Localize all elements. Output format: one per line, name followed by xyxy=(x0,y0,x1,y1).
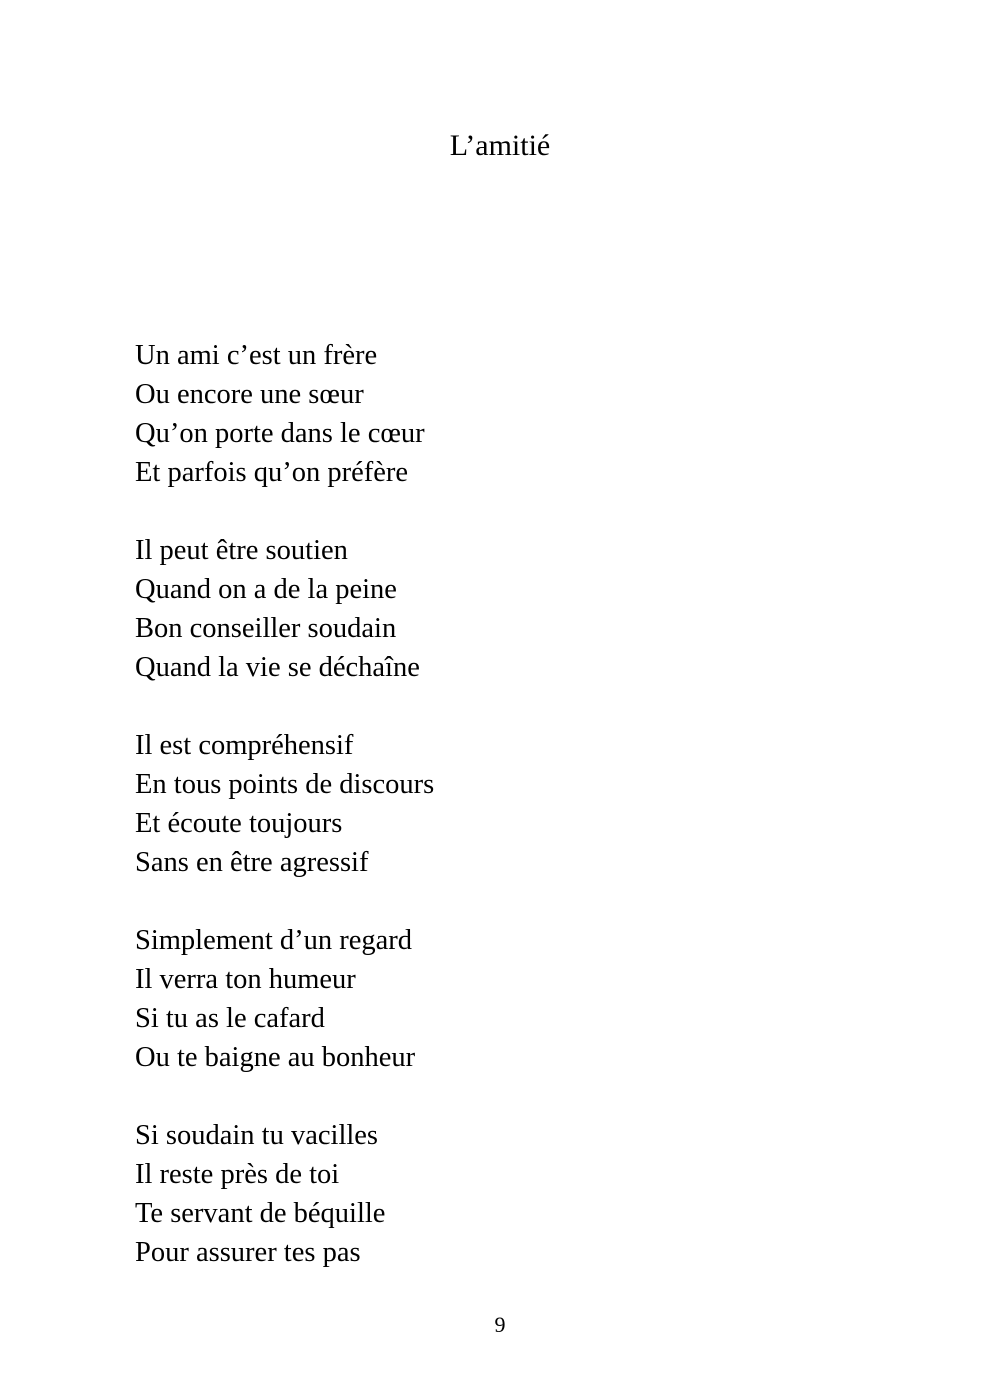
poem-line: Sans en être agressif xyxy=(135,847,369,878)
poem-line: Il reste près de toi xyxy=(135,1159,340,1190)
poem-line: Quand on a de la peine xyxy=(135,574,397,605)
poem-body xyxy=(135,336,835,1311)
poem-line: Simplement d’un regard xyxy=(135,925,413,956)
poem-line: Si tu as le cafard xyxy=(135,1003,325,1034)
poem-line: Ou encore une sœur xyxy=(135,379,364,410)
poem-line: Un ami c’est un frère xyxy=(135,340,378,371)
stanza xyxy=(135,921,835,1077)
poem-line: Si soudain tu vacilles xyxy=(135,1120,379,1151)
stanza xyxy=(135,336,835,492)
poem-title: L’amitié xyxy=(449,129,551,162)
stanza xyxy=(135,531,835,687)
poem-line: Il peut être soutien xyxy=(135,535,348,566)
stanza xyxy=(135,1116,835,1272)
page-number: 9 xyxy=(494,1312,506,1337)
poem-line: Qu’on porte dans le cœur xyxy=(135,418,425,449)
poem-line: Et parfois qu’on préfère xyxy=(135,457,409,488)
poem-line: Ou te baigne au bonheur xyxy=(135,1042,416,1073)
poem-line: En tous points de discours xyxy=(135,769,435,800)
stanza xyxy=(135,726,835,882)
poem-line: Pour assurer tes pas xyxy=(135,1237,361,1268)
poem-line: Quand la vie se déchaîne xyxy=(135,652,420,683)
poem-line: Il est compréhensif xyxy=(135,730,354,761)
poem-line: Te servant de béquille xyxy=(135,1198,386,1229)
poem-line: Bon conseiller soudain xyxy=(135,613,397,644)
poem-line: Il verra ton humeur xyxy=(135,964,356,995)
poem-line: Et écoute toujours xyxy=(135,808,343,839)
